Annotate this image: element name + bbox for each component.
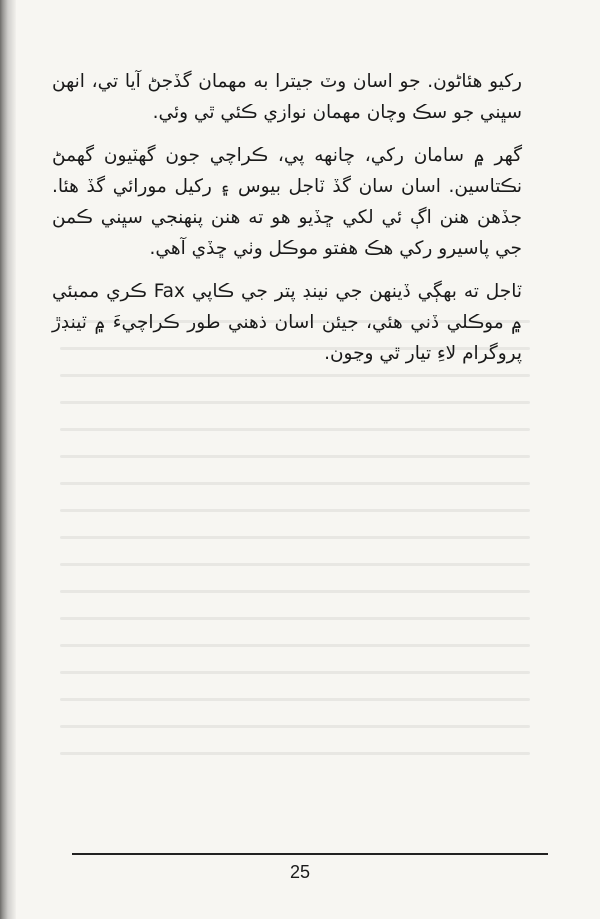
paragraph-2: گهر ۾ سامان رکي، چانهه پي، ڪراچي جون گهٽيون گهمڻ نڪتاسين. اسان سان گڏ ٽاجل بيوس ۽ رکيل مورائي گڏ هئا. جڏهن هنن اڳ ئي لکي ڇڏيو هو ته هنن پنهنجي سڀني ڪمن جي پاسيرو رکي هڪ هفتو موڪل وٺي ڇڏي آهي.: [52, 145, 522, 259]
body-text: [52, 66, 522, 381]
page-binding-edge: [0, 0, 16, 919]
page-number: 25: [289, 862, 311, 882]
bleed-through-text: [60, 320, 530, 840]
paragraph-3: ٽاجل ته بهڳي ڏينهن جي نينڊ پتر جي ڪاپي Fax ڪري ممبئي ۾ موڪلي ڏني هئي، جيئن اسان ذهني طور ڪراچيءَ ۾ ٽينڊڙ پروگرام لاءِ تيار ٿي وڃون.: [52, 281, 522, 364]
paragraph-1: رکيو هئاڻون. جو اسان وٽ جيترا به مهمان گڏجڻ آيا تي، انهن سڀني جو سڪ وچان مهمان نوازي ڪئي ٿي وئي.: [52, 71, 522, 123]
footer-rule: [72, 853, 548, 855]
